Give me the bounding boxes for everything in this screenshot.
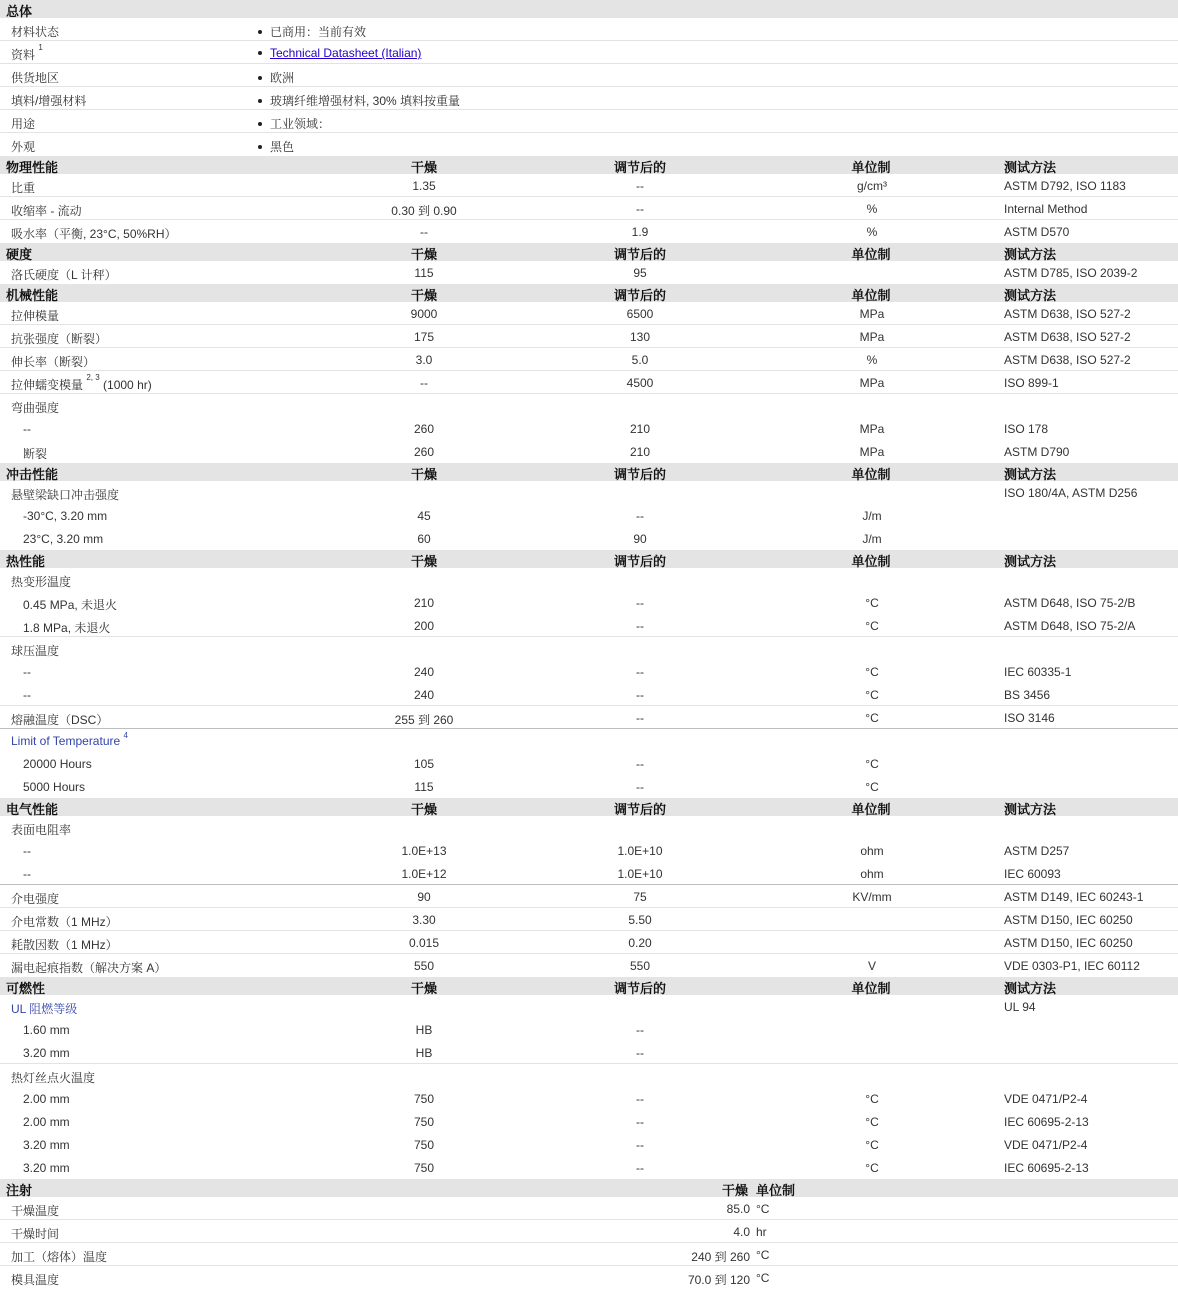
value-dry: 240: [413, 688, 435, 702]
section-header-physical: [0, 156, 1178, 174]
property-row: [0, 931, 1178, 954]
general-value: [258, 69, 294, 86]
test-method: ASTM D638, ISO 527-2: [1004, 307, 1131, 321]
value-conditioned: --: [636, 780, 644, 794]
value-dry: 240: [413, 665, 435, 679]
value-dry: 4.0: [733, 1225, 750, 1239]
test-method: ISO 178: [1004, 422, 1049, 436]
value-conditioned: 210: [629, 445, 651, 459]
property-row: [0, 660, 1178, 683]
value-unit: %: [866, 225, 878, 239]
value-unit: °C: [756, 1271, 770, 1285]
test-method: ASTM D648, ISO 75-2/B: [1004, 596, 1136, 610]
bullet-icon: [258, 51, 262, 55]
column-header-unit: 单位制: [851, 802, 891, 817]
section-title: 电气性能: [6, 802, 59, 817]
general-row: [0, 110, 1178, 133]
section-header-injection: [0, 1179, 1178, 1197]
value-conditioned: --: [636, 665, 644, 679]
general-label: 用途: [11, 117, 36, 131]
column-header-dry: 干燥: [410, 981, 438, 996]
general-rows: [0, 18, 1178, 156]
value-dry: 240 到 260: [691, 1250, 750, 1264]
property-name: 1.8 MPa, 未退火: [23, 621, 111, 635]
value-dry: HB: [415, 1046, 433, 1060]
column-header-conditioned: 调节后的: [613, 467, 667, 482]
property-name: 3.20 mm: [23, 1161, 70, 1175]
column-header-unit: 单位制: [851, 288, 891, 303]
value-unit: %: [866, 353, 878, 367]
bullet-icon: [258, 122, 262, 126]
property-name: 23°C, 3.20 mm: [23, 532, 104, 546]
general-label: 资料 $^1$: [11, 43, 43, 62]
test-method: ASTM D638, ISO 527-2: [1004, 330, 1131, 344]
section-header-impact: [0, 463, 1178, 481]
property-name: 介电常数（1 MHz）: [11, 915, 118, 929]
property-row: [0, 302, 1178, 325]
footnote-marker: 2, 3: [86, 373, 100, 382]
property-name: --: [23, 867, 31, 881]
property-name: 介电强度: [11, 892, 60, 906]
value-dry: 115: [414, 780, 434, 794]
section-title: 机械性能: [6, 288, 59, 303]
general-label: 材料状态: [11, 25, 60, 39]
column-header-dry: 干燥: [410, 554, 438, 569]
test-method: ASTM D149, IEC 60243-1: [1004, 890, 1144, 904]
value-dry: --: [420, 225, 428, 239]
property-row: [0, 348, 1178, 371]
property-row: [0, 481, 1178, 504]
value-conditioned: 1.0E+10: [617, 844, 663, 858]
column-header-conditioned: 调节后的: [613, 288, 667, 303]
section-title: 冲击性能: [6, 467, 59, 482]
column-header-conditioned: 调节后的: [613, 554, 667, 569]
value-dry: 115: [414, 266, 434, 280]
column-header-test-method: 测试方法: [1004, 467, 1057, 482]
general-value-text: 黑色: [270, 140, 295, 154]
column-header-unit: 单位制: [851, 160, 891, 175]
bullet-icon: [258, 99, 262, 103]
value-conditioned: 550: [629, 959, 651, 973]
value-unit: °C: [865, 757, 879, 771]
column-header-dry: 干燥: [410, 247, 438, 262]
value-unit: MPa: [859, 307, 885, 321]
property-row: [0, 1041, 1178, 1064]
value-conditioned: 130: [629, 330, 651, 344]
datasheet-link[interactable]: Technical Datasheet (Italian): [270, 46, 422, 60]
column-header-dry: 干燥: [410, 467, 438, 482]
test-method: IEC 60335-1: [1004, 665, 1072, 679]
value-unit: ohm: [860, 867, 884, 881]
bullet-icon: [258, 30, 262, 34]
property-row: [0, 862, 1178, 885]
property-row: [0, 174, 1178, 197]
column-header-conditioned: 调节后的: [613, 247, 667, 262]
property-row: [0, 220, 1178, 243]
value-unit: %: [866, 202, 878, 216]
general-value-text: 欧洲: [270, 71, 295, 85]
property-row: [0, 1133, 1178, 1156]
column-header-test-method: 测试方法: [1004, 554, 1057, 569]
value-conditioned: 6500: [626, 307, 654, 321]
value-dry: 85.0: [726, 1202, 750, 1216]
section-header-flammability: [0, 977, 1178, 995]
value-unit: KV/mm: [852, 890, 892, 904]
value-dry: 1.0E+13: [401, 844, 447, 858]
general-value: [258, 46, 421, 60]
value-dry: 175: [413, 330, 435, 344]
test-method: Internal Method: [1004, 202, 1088, 216]
property-name: 热灯丝点火温度: [11, 1071, 96, 1085]
property-row: [0, 995, 1178, 1018]
test-method: ASTM D785, ISO 2039-2: [1004, 266, 1138, 280]
injection-row: [0, 1266, 1178, 1289]
value-unit: °C: [865, 665, 879, 679]
value-unit: °C: [865, 1138, 879, 1152]
property-name: 收缩率 - 流动: [11, 204, 82, 218]
column-header-unit: 单位制: [851, 247, 891, 262]
column-header-unit: 单位制: [851, 981, 891, 996]
test-method: ASTM D792, ISO 1183: [1004, 179, 1126, 193]
column-header-unit: 单位制: [851, 467, 891, 482]
value-dry: 200: [413, 619, 435, 633]
value-dry: 1.35: [412, 179, 436, 193]
value-conditioned: --: [636, 1161, 644, 1175]
property-row: [0, 325, 1178, 348]
property-row: [0, 1110, 1178, 1133]
value-unit: °C: [756, 1202, 770, 1216]
footnote-marker: 4: [123, 731, 128, 740]
property-name: 2.00 mm: [23, 1115, 70, 1129]
value-conditioned: --: [636, 1092, 644, 1106]
column-header-test-method: 测试方法: [1004, 288, 1057, 303]
general-row: [0, 41, 1178, 64]
value-dry: 60: [417, 532, 431, 546]
property-name: --: [23, 665, 31, 679]
property-name: Limit of Temperature $^4$: [11, 731, 128, 748]
column-header-test-method: 测试方法: [1004, 981, 1057, 996]
value-conditioned: --: [636, 202, 644, 216]
test-method: UL 94: [1004, 1000, 1036, 1014]
property-name: UL 阻燃等级: [11, 1002, 78, 1016]
property-row: [0, 261, 1178, 284]
property-row: [0, 775, 1178, 798]
value-unit: °C: [865, 1092, 879, 1106]
section-title: 可燃性: [6, 981, 46, 996]
property-row: [0, 197, 1178, 220]
property-row: [0, 839, 1178, 862]
value-conditioned: --: [636, 757, 644, 771]
property-row: [0, 706, 1178, 729]
property-name: 20000 Hours: [23, 757, 92, 771]
column-header-unit: 单位制: [851, 554, 891, 569]
column-header-test-method: 测试方法: [1004, 802, 1057, 817]
value-unit: g/cm³: [857, 179, 887, 193]
test-method: VDE 0471/P2-4: [1004, 1092, 1088, 1106]
test-method: IEC 60695-2-13: [1004, 1115, 1089, 1129]
value-conditioned: --: [636, 179, 644, 193]
property-name: 比重: [11, 181, 36, 195]
property-name: 加工（熔体）温度: [11, 1250, 108, 1264]
property-name: 抗张强度（断裂）: [11, 332, 108, 346]
property-row: [0, 1018, 1178, 1041]
property-row: [0, 591, 1178, 614]
general-value: [258, 23, 366, 40]
section-header-thermal: [0, 550, 1178, 568]
property-name: --: [23, 688, 31, 702]
section-header-electrical: [0, 798, 1178, 816]
column-header-test-method: 测试方法: [1004, 247, 1057, 262]
value-dry: 0.015: [408, 936, 440, 950]
value-unit: ohm: [860, 844, 884, 858]
property-name: 1.60 mm: [23, 1023, 70, 1037]
column-header-unit: 单位制: [756, 1183, 796, 1198]
injection-row: [0, 1220, 1178, 1243]
property-name: --: [23, 422, 31, 436]
value-unit: MPa: [859, 422, 885, 436]
test-method: IEC 60093: [1004, 867, 1061, 881]
value-conditioned: 1.9: [631, 225, 649, 239]
general-row: [0, 64, 1178, 87]
general-value-text: 工业领域：: [270, 117, 331, 131]
value-dry: 750: [413, 1092, 435, 1106]
value-dry: 750: [413, 1161, 435, 1175]
value-unit: °C: [756, 1248, 770, 1262]
property-name: 耗散因数（1 MHz）: [11, 938, 118, 952]
test-method: ISO 899-1: [1004, 376, 1059, 390]
column-header-dry: 干燥: [722, 1183, 749, 1198]
column-header-dry: 干燥: [410, 802, 438, 817]
property-row: [0, 504, 1178, 527]
property-row: [0, 614, 1178, 637]
property-name: 吸水率（平衡, 23°C, 50%RH）: [11, 227, 177, 241]
property-row: [0, 954, 1178, 977]
test-method: ASTM D790: [1004, 445, 1070, 459]
test-method: ASTM D150, IEC 60250: [1004, 936, 1133, 950]
general-label: 填料/增强材料: [11, 94, 87, 108]
property-row: [0, 816, 1178, 839]
property-name: --: [23, 844, 31, 858]
section-title: 热性能: [6, 554, 46, 569]
value-conditioned: --: [636, 1138, 644, 1152]
value-conditioned: --: [636, 596, 644, 610]
value-dry: 255 到 260: [394, 713, 454, 727]
value-unit: MPa: [859, 330, 885, 344]
general-row: [0, 133, 1178, 156]
value-dry: 260: [413, 422, 435, 436]
property-row: [0, 568, 1178, 591]
property-row: [0, 417, 1178, 440]
test-method: ASTM D638, ISO 527-2: [1004, 353, 1131, 367]
test-method: ASTM D570: [1004, 225, 1070, 239]
test-method: ASTM D257: [1004, 844, 1070, 858]
value-dry: HB: [415, 1023, 433, 1037]
general-value: [258, 92, 460, 109]
injection-rows: [0, 1197, 1178, 1289]
property-row: [0, 885, 1178, 908]
column-header-dry: 干燥: [410, 288, 438, 303]
test-method: IEC 60695-2-13: [1004, 1161, 1089, 1175]
property-name: 洛氏硬度（L 计秤）: [11, 268, 117, 282]
footnote-marker: 1: [38, 43, 43, 52]
column-header-conditioned: 调节后的: [613, 802, 667, 817]
value-conditioned: --: [636, 688, 644, 702]
injection-row: [0, 1243, 1178, 1266]
general-value: [258, 115, 330, 132]
bullet-icon: [258, 145, 262, 149]
value-dry: 3.30: [412, 913, 436, 927]
property-row: [0, 1064, 1178, 1087]
value-dry: 9000: [410, 307, 438, 321]
general-value-text: 已商用：当前有效: [270, 25, 367, 39]
value-unit: J/m: [862, 509, 882, 523]
general-row: [0, 18, 1178, 41]
value-dry: 260: [413, 445, 435, 459]
test-method: VDE 0471/P2-4: [1004, 1138, 1088, 1152]
property-name: 悬壁梁缺口冲击强度: [11, 488, 120, 502]
value-conditioned: 5.0: [631, 353, 649, 367]
value-dry: 105: [413, 757, 435, 771]
property-row: [0, 637, 1178, 660]
section-header-general: [0, 0, 1178, 18]
property-name: 弯曲强度: [11, 401, 60, 415]
value-unit: hr: [756, 1225, 767, 1239]
value-unit: °C: [865, 711, 879, 725]
property-row: [0, 729, 1178, 752]
value-dry: --: [420, 376, 428, 390]
property-row: [0, 440, 1178, 463]
property-name: 0.45 MPa, 未退火: [23, 598, 118, 612]
property-sections: [0, 156, 1178, 1179]
value-dry: 70.0 到 120: [687, 1273, 750, 1287]
value-unit: °C: [865, 780, 879, 794]
property-row: [0, 527, 1178, 550]
property-name: 5000 Hours: [23, 780, 86, 794]
injection-row: [0, 1197, 1178, 1220]
value-conditioned: 75: [633, 890, 647, 904]
property-name: 漏电起痕指数（解决方案 A）: [11, 961, 167, 975]
property-name: 断裂: [23, 447, 48, 461]
property-name: 拉伸模量: [11, 309, 60, 323]
general-row: [0, 87, 1178, 110]
value-conditioned: 210: [629, 422, 651, 436]
test-method: ISO 180/4A, ASTM D256: [1004, 486, 1138, 500]
test-method: VDE 0303-P1, IEC 60112: [1004, 959, 1140, 973]
property-name: 球压温度: [11, 644, 60, 658]
property-name: -30°C, 3.20 mm: [23, 509, 108, 523]
value-unit: °C: [865, 619, 879, 633]
property-name: 拉伸蠕变模量 $^{2, 3}$ (1000 hr): [11, 373, 152, 392]
column-header-test-method: 测试方法: [1004, 160, 1057, 175]
value-conditioned: --: [636, 1046, 644, 1060]
property-name: 3.20 mm: [23, 1138, 70, 1152]
value-conditioned: 90: [633, 532, 647, 546]
value-conditioned: 4500: [626, 376, 654, 390]
value-dry: 750: [413, 1138, 435, 1152]
bullet-icon: [258, 76, 262, 80]
test-method: ASTM D150, IEC 60250: [1004, 913, 1133, 927]
test-method: ISO 3146: [1004, 711, 1055, 725]
value-dry: 3.0: [415, 353, 433, 367]
value-unit: MPa: [859, 376, 885, 390]
test-method: ASTM D648, ISO 75-2/A: [1004, 619, 1136, 633]
value-conditioned: --: [636, 619, 644, 633]
property-name: 模具温度: [11, 1273, 60, 1287]
value-dry: 550: [413, 959, 435, 973]
property-name: 2.00 mm: [23, 1092, 70, 1106]
value-conditioned: 5.50: [628, 913, 652, 927]
general-label: 供货地区: [11, 71, 60, 85]
value-unit: MPa: [859, 445, 885, 459]
test-method: BS 3456: [1004, 688, 1051, 702]
property-row: [0, 683, 1178, 706]
value-dry: 1.0E+12: [401, 867, 447, 881]
property-name: 干燥时间: [11, 1227, 60, 1241]
general-label: 外观: [11, 140, 36, 154]
column-header-conditioned: 调节后的: [613, 981, 667, 996]
value-unit: °C: [865, 1115, 879, 1129]
section-title: 物理性能: [6, 160, 59, 175]
property-row: [0, 371, 1178, 394]
value-conditioned: --: [636, 509, 644, 523]
value-dry: 0.30 到 0.90: [391, 204, 457, 218]
property-row: [0, 1156, 1178, 1179]
value-unit: °C: [865, 688, 879, 702]
section-title: 总体: [6, 4, 33, 19]
value-dry: 90: [417, 890, 431, 904]
property-name: 3.20 mm: [23, 1046, 70, 1060]
property-row: [0, 1087, 1178, 1110]
general-value-text: 玻璃纤维增强材料, 30% 填料按重量: [270, 94, 461, 108]
value-conditioned: 0.20: [628, 936, 652, 950]
property-row: [0, 908, 1178, 931]
property-name: 干燥温度: [11, 1204, 60, 1218]
value-unit: °C: [865, 596, 879, 610]
column-header-conditioned: 调节后的: [613, 160, 667, 175]
value-dry: 210: [413, 596, 435, 610]
section-header-hardness: [0, 243, 1178, 261]
value-conditioned: 1.0E+10: [617, 867, 663, 881]
value-dry: 750: [413, 1115, 435, 1129]
value-dry: 45: [417, 509, 431, 523]
property-name: 熔融温度（DSC）: [11, 713, 109, 727]
property-row: [0, 752, 1178, 775]
property-row: [0, 394, 1178, 417]
property-name: 伸长率（断裂）: [11, 355, 96, 369]
section-title: 注射: [6, 1183, 33, 1198]
column-header-dry: 干燥: [410, 160, 438, 175]
value-unit: V: [867, 959, 877, 973]
section-header-mechanical: [0, 284, 1178, 302]
property-name: 热变形温度: [11, 575, 72, 589]
property-name: 表面电阻率: [11, 823, 72, 837]
value-conditioned: --: [636, 711, 644, 725]
value-conditioned: --: [636, 1115, 644, 1129]
general-value: [258, 138, 294, 155]
value-unit: J/m: [862, 532, 882, 546]
value-unit: °C: [865, 1161, 879, 1175]
value-conditioned: 95: [633, 266, 647, 280]
section-title: 硬度: [6, 247, 33, 262]
value-conditioned: --: [636, 1023, 644, 1037]
